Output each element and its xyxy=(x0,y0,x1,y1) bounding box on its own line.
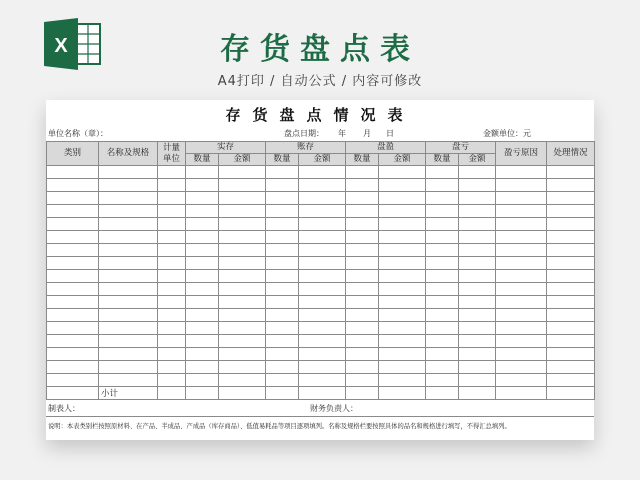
table-cell[interactable] xyxy=(459,322,496,335)
table-cell[interactable] xyxy=(266,387,299,400)
table-cell[interactable] xyxy=(219,387,266,400)
table-row xyxy=(47,179,595,192)
table-cell[interactable] xyxy=(547,387,595,400)
table-cell[interactable] xyxy=(186,322,219,335)
table-cell[interactable] xyxy=(379,244,426,257)
table-cell[interactable] xyxy=(346,296,379,309)
table-cell[interactable] xyxy=(266,322,299,335)
col-unit: 计量单位 xyxy=(158,142,186,166)
table-cell[interactable] xyxy=(186,387,219,400)
table-cell[interactable] xyxy=(158,309,186,322)
table-cell[interactable] xyxy=(459,387,496,400)
table-cell[interactable] xyxy=(266,192,299,205)
table-cell[interactable] xyxy=(219,231,266,244)
table-cell[interactable] xyxy=(186,205,219,218)
table-cell[interactable] xyxy=(266,179,299,192)
table-cell[interactable] xyxy=(426,166,459,179)
table-cell[interactable] xyxy=(219,348,266,361)
table-cell[interactable] xyxy=(186,361,219,374)
table-cell[interactable] xyxy=(266,296,299,309)
table-cell[interactable] xyxy=(158,205,186,218)
actual-qty: 数量 xyxy=(186,154,219,166)
group-surplus: 盘盈 xyxy=(346,142,426,154)
table-cell[interactable] xyxy=(459,179,496,192)
table-cell[interactable] xyxy=(99,205,158,218)
table-cell[interactable] xyxy=(379,166,426,179)
table-cell[interactable] xyxy=(158,322,186,335)
table-cell[interactable] xyxy=(379,361,426,374)
table-cell[interactable] xyxy=(219,270,266,283)
table-cell[interactable] xyxy=(158,166,186,179)
table-cell[interactable] xyxy=(426,348,459,361)
table-cell[interactable] xyxy=(299,166,346,179)
logo-letter: X xyxy=(54,35,68,57)
table-cell[interactable] xyxy=(496,387,547,400)
table-cell[interactable] xyxy=(379,257,426,270)
table-cell[interactable] xyxy=(346,361,379,374)
group-actual: 实存 xyxy=(186,142,266,154)
table-cell[interactable] xyxy=(426,387,459,400)
table-cell[interactable] xyxy=(186,192,219,205)
table-cell[interactable] xyxy=(379,270,426,283)
instructions-note: 说明：本表类别栏按照原材料、在产品、半成品、产成品（库存商品）、低值易耗品等项目逐项填列。名称及规格栏要按照具体的品名和规格进行填写，不得汇总填列。 xyxy=(48,423,511,430)
table-cell[interactable] xyxy=(299,361,346,374)
signature-row xyxy=(46,401,594,417)
table-cell[interactable] xyxy=(186,231,219,244)
table-cell[interactable] xyxy=(346,348,379,361)
table-cell[interactable] xyxy=(547,205,595,218)
table-cell[interactable] xyxy=(459,257,496,270)
table-cell[interactable] xyxy=(99,296,158,309)
loss-amount: 金额 xyxy=(459,154,496,166)
table-cell[interactable] xyxy=(459,283,496,296)
table-cell[interactable] xyxy=(496,309,547,322)
table-row xyxy=(47,309,595,322)
table-cell[interactable] xyxy=(346,231,379,244)
table-cell[interactable] xyxy=(266,283,299,296)
table-cell[interactable] xyxy=(186,374,219,387)
table-cell[interactable] xyxy=(459,166,496,179)
table-cell[interactable] xyxy=(158,270,186,283)
table-cell[interactable] xyxy=(379,387,426,400)
table-cell[interactable] xyxy=(99,361,158,374)
table-cell[interactable] xyxy=(379,192,426,205)
table-cell[interactable] xyxy=(158,192,186,205)
preparer-label: 制表人： xyxy=(48,404,80,413)
table-cell[interactable] xyxy=(426,322,459,335)
table-cell[interactable] xyxy=(158,335,186,348)
table-cell[interactable] xyxy=(99,374,158,387)
table-row xyxy=(47,348,595,361)
table-cell[interactable] xyxy=(99,244,158,257)
table-cell[interactable] xyxy=(219,205,266,218)
table-cell[interactable] xyxy=(459,296,496,309)
table-cell[interactable] xyxy=(186,166,219,179)
table-cell[interactable] xyxy=(346,309,379,322)
table-cell[interactable] xyxy=(426,361,459,374)
table-cell[interactable] xyxy=(426,335,459,348)
table-cell[interactable] xyxy=(299,192,346,205)
table-cell[interactable] xyxy=(547,309,595,322)
table-cell[interactable] xyxy=(496,335,547,348)
table-cell[interactable] xyxy=(496,257,547,270)
table-cell[interactable] xyxy=(158,179,186,192)
table-cell[interactable] xyxy=(158,296,186,309)
table-cell[interactable] xyxy=(426,231,459,244)
table-cell[interactable] xyxy=(496,166,547,179)
table-cell[interactable] xyxy=(266,244,299,257)
table-cell[interactable] xyxy=(299,231,346,244)
table-cell[interactable] xyxy=(299,205,346,218)
table-cell[interactable] xyxy=(266,335,299,348)
table-cell[interactable] xyxy=(459,192,496,205)
col-handling: 处理情况 xyxy=(547,142,595,166)
table-cell[interactable] xyxy=(299,387,346,400)
table-body xyxy=(47,166,595,400)
table-row xyxy=(47,283,595,296)
finance-manager-label: 财务负责人： xyxy=(310,404,358,413)
table-cell[interactable] xyxy=(266,218,299,231)
table-cell[interactable] xyxy=(299,322,346,335)
table-cell[interactable] xyxy=(459,374,496,387)
surplus-amount: 金额 xyxy=(379,154,426,166)
table-cell[interactable] xyxy=(186,179,219,192)
table-cell[interactable] xyxy=(459,309,496,322)
group-loss: 盘亏 xyxy=(426,142,496,154)
table-cell[interactable] xyxy=(547,374,595,387)
table-cell[interactable] xyxy=(459,231,496,244)
table-cell[interactable] xyxy=(496,361,547,374)
table-cell[interactable] xyxy=(496,244,547,257)
table-cell[interactable] xyxy=(496,296,547,309)
table-cell[interactable] xyxy=(219,166,266,179)
table-cell[interactable] xyxy=(379,374,426,387)
table-cell[interactable] xyxy=(99,192,158,205)
table-cell[interactable] xyxy=(547,283,595,296)
page-subtitle: A4打印 / 自动公式 / 内容可修改 xyxy=(217,74,423,89)
table-cell[interactable] xyxy=(426,192,459,205)
table-cell[interactable] xyxy=(158,374,186,387)
table-cell[interactable] xyxy=(266,257,299,270)
table-cell[interactable] xyxy=(459,335,496,348)
table-cell[interactable] xyxy=(47,257,99,270)
table-cell[interactable] xyxy=(496,283,547,296)
table-cell[interactable] xyxy=(219,374,266,387)
table-cell[interactable] xyxy=(186,296,219,309)
table-cell[interactable] xyxy=(496,179,547,192)
table-cell[interactable] xyxy=(459,348,496,361)
table-cell[interactable] xyxy=(47,335,99,348)
table-cell[interactable] xyxy=(547,296,595,309)
table-cell[interactable] xyxy=(99,335,158,348)
table-cell[interactable] xyxy=(346,335,379,348)
col-reason: 盈亏原因 xyxy=(496,142,547,166)
table-cell[interactable] xyxy=(186,257,219,270)
table-cell[interactable] xyxy=(379,218,426,231)
book-qty: 数量 xyxy=(266,154,299,166)
table-cell[interactable] xyxy=(346,205,379,218)
inventory-table xyxy=(46,141,595,400)
table-cell[interactable] xyxy=(426,296,459,309)
table-cell[interactable] xyxy=(299,348,346,361)
table-cell[interactable] xyxy=(496,322,547,335)
table-cell[interactable] xyxy=(47,374,99,387)
table-cell[interactable] xyxy=(547,218,595,231)
table-cell[interactable] xyxy=(219,244,266,257)
table-cell[interactable] xyxy=(219,192,266,205)
table-cell[interactable] xyxy=(158,387,186,400)
table-cell[interactable] xyxy=(379,179,426,192)
table-cell[interactable] xyxy=(47,270,99,283)
table-cell[interactable] xyxy=(266,374,299,387)
table-cell[interactable] xyxy=(47,387,99,400)
table-cell[interactable] xyxy=(426,270,459,283)
table-cell[interactable] xyxy=(99,166,158,179)
table-cell[interactable] xyxy=(158,257,186,270)
table-cell[interactable] xyxy=(299,179,346,192)
sheet-title: 存货盘点情况表 xyxy=(225,106,415,124)
table-cell[interactable] xyxy=(426,257,459,270)
book-amount: 金额 xyxy=(299,154,346,166)
table-cell[interactable] xyxy=(547,348,595,361)
table-cell[interactable] xyxy=(496,192,547,205)
table-cell[interactable] xyxy=(158,361,186,374)
table-cell[interactable] xyxy=(379,231,426,244)
table-cell[interactable] xyxy=(299,374,346,387)
table-cell[interactable] xyxy=(47,231,99,244)
table-cell[interactable] xyxy=(426,218,459,231)
table-row xyxy=(47,296,595,309)
table-cell[interactable] xyxy=(299,309,346,322)
table-cell[interactable] xyxy=(426,244,459,257)
header xyxy=(0,0,640,96)
table-cell[interactable] xyxy=(158,244,186,257)
table-cell[interactable] xyxy=(47,192,99,205)
table-cell[interactable] xyxy=(266,270,299,283)
table-header xyxy=(47,142,595,166)
table-cell[interactable] xyxy=(99,309,158,322)
table-cell[interactable] xyxy=(47,179,99,192)
table-cell[interactable] xyxy=(379,283,426,296)
table-cell[interactable] xyxy=(346,283,379,296)
table-cell[interactable] xyxy=(547,322,595,335)
table-cell[interactable] xyxy=(459,244,496,257)
table-cell[interactable] xyxy=(186,270,219,283)
date-year-label: 年 xyxy=(338,129,346,138)
table-cell[interactable] xyxy=(99,179,158,192)
table-cell[interactable] xyxy=(47,348,99,361)
table-cell[interactable] xyxy=(379,348,426,361)
table-cell[interactable] xyxy=(496,270,547,283)
table-cell[interactable] xyxy=(379,205,426,218)
actual-amount: 金额 xyxy=(219,154,266,166)
table-cell[interactable] xyxy=(547,179,595,192)
table-row xyxy=(47,231,595,244)
table-cell[interactable] xyxy=(158,218,186,231)
unit-name-label: 单位名称（章）： xyxy=(48,129,108,138)
table-row xyxy=(47,257,595,270)
currency-unit-label: 金额单位：元 xyxy=(483,129,531,138)
table-cell[interactable] xyxy=(346,322,379,335)
table-row xyxy=(47,205,595,218)
table-row xyxy=(47,361,595,374)
table-cell[interactable] xyxy=(266,205,299,218)
table-cell[interactable] xyxy=(158,231,186,244)
table-cell[interactable] xyxy=(47,296,99,309)
table-cell[interactable] xyxy=(47,322,99,335)
table-cell[interactable] xyxy=(547,335,595,348)
table-cell[interactable] xyxy=(219,361,266,374)
table-cell[interactable] xyxy=(99,283,158,296)
table-cell[interactable] xyxy=(547,361,595,374)
table-cell[interactable] xyxy=(547,244,595,257)
page-title: 存货盘点表 xyxy=(220,32,420,67)
table-cell[interactable] xyxy=(219,322,266,335)
table-cell[interactable] xyxy=(266,309,299,322)
spreadsheet-preview xyxy=(46,100,594,440)
table-cell[interactable] xyxy=(547,270,595,283)
table-cell[interactable] xyxy=(219,218,266,231)
table-cell[interactable] xyxy=(346,374,379,387)
inventory-date-label: 盘点日期： xyxy=(284,129,324,138)
date-day-label: 日 xyxy=(386,129,394,138)
table-cell[interactable] xyxy=(266,166,299,179)
table-row xyxy=(47,244,595,257)
table-cell[interactable] xyxy=(219,179,266,192)
table-cell[interactable] xyxy=(547,192,595,205)
table-cell[interactable] xyxy=(299,283,346,296)
table-cell[interactable] xyxy=(547,257,595,270)
table-cell[interactable] xyxy=(496,205,547,218)
table-cell[interactable] xyxy=(47,309,99,322)
table-cell[interactable] xyxy=(186,335,219,348)
table-row xyxy=(47,270,595,283)
table-cell[interactable] xyxy=(47,218,99,231)
table-cell[interactable] xyxy=(426,374,459,387)
table-cell[interactable] xyxy=(186,348,219,361)
table-cell[interactable] xyxy=(496,374,547,387)
table-cell[interactable] xyxy=(219,335,266,348)
table-cell[interactable] xyxy=(496,218,547,231)
table-cell[interactable] xyxy=(299,335,346,348)
table-row xyxy=(47,335,595,348)
table-cell[interactable] xyxy=(426,205,459,218)
table-cell[interactable] xyxy=(346,244,379,257)
table-cell[interactable] xyxy=(299,244,346,257)
table-cell[interactable] xyxy=(496,231,547,244)
group-book: 账存 xyxy=(266,142,346,154)
table-cell[interactable] xyxy=(47,283,99,296)
table-cell[interactable] xyxy=(186,309,219,322)
table-cell[interactable] xyxy=(266,348,299,361)
table-cell[interactable] xyxy=(219,283,266,296)
table-cell[interactable] xyxy=(47,166,99,179)
table-cell[interactable] xyxy=(346,166,379,179)
table-cell[interactable] xyxy=(379,309,426,322)
subtotal-label: 小计 xyxy=(99,387,158,400)
table-cell[interactable] xyxy=(99,270,158,283)
table-cell[interactable] xyxy=(266,231,299,244)
table-cell[interactable] xyxy=(47,244,99,257)
table-cell[interactable] xyxy=(346,270,379,283)
table-cell[interactable] xyxy=(299,270,346,283)
table-cell[interactable] xyxy=(99,348,158,361)
table-cell[interactable] xyxy=(459,218,496,231)
loss-qty: 数量 xyxy=(426,154,459,166)
table-cell[interactable] xyxy=(186,218,219,231)
table-cell[interactable] xyxy=(186,244,219,257)
table-cell[interactable] xyxy=(426,309,459,322)
table-row xyxy=(47,387,595,400)
table-row xyxy=(47,374,595,387)
table-cell[interactable] xyxy=(299,218,346,231)
table-cell[interactable] xyxy=(299,257,346,270)
table-cell[interactable] xyxy=(496,348,547,361)
table-cell[interactable] xyxy=(379,335,426,348)
table-cell[interactable] xyxy=(99,257,158,270)
table-cell[interactable] xyxy=(346,257,379,270)
table-cell[interactable] xyxy=(379,322,426,335)
table-cell[interactable] xyxy=(379,296,426,309)
table-cell[interactable] xyxy=(346,192,379,205)
table-cell[interactable] xyxy=(99,322,158,335)
table-cell[interactable] xyxy=(459,205,496,218)
table-cell[interactable] xyxy=(219,296,266,309)
table-row xyxy=(47,322,595,335)
table-cell[interactable] xyxy=(547,166,595,179)
table-cell[interactable] xyxy=(47,205,99,218)
table-row xyxy=(47,192,595,205)
table-cell[interactable] xyxy=(426,283,459,296)
table-cell[interactable] xyxy=(426,179,459,192)
col-category: 类别 xyxy=(47,142,99,166)
date-month-label: 月 xyxy=(363,129,371,138)
table-cell[interactable] xyxy=(266,361,299,374)
table-cell[interactable] xyxy=(186,283,219,296)
table-cell[interactable] xyxy=(299,296,346,309)
table-cell[interactable] xyxy=(346,218,379,231)
table-cell[interactable] xyxy=(459,361,496,374)
table-cell[interactable] xyxy=(47,361,99,374)
table-cell[interactable] xyxy=(219,257,266,270)
table-cell[interactable] xyxy=(158,348,186,361)
table-row xyxy=(47,166,595,179)
table-cell[interactable] xyxy=(99,231,158,244)
table-cell[interactable] xyxy=(346,387,379,400)
table-row xyxy=(47,218,595,231)
table-cell[interactable] xyxy=(459,270,496,283)
surplus-qty: 数量 xyxy=(346,154,379,166)
table-cell[interactable] xyxy=(99,218,158,231)
table-cell[interactable] xyxy=(346,179,379,192)
col-name-spec: 名称及规格 xyxy=(99,142,158,166)
table-cell[interactable] xyxy=(547,231,595,244)
table-cell[interactable] xyxy=(219,309,266,322)
table-cell[interactable] xyxy=(158,283,186,296)
